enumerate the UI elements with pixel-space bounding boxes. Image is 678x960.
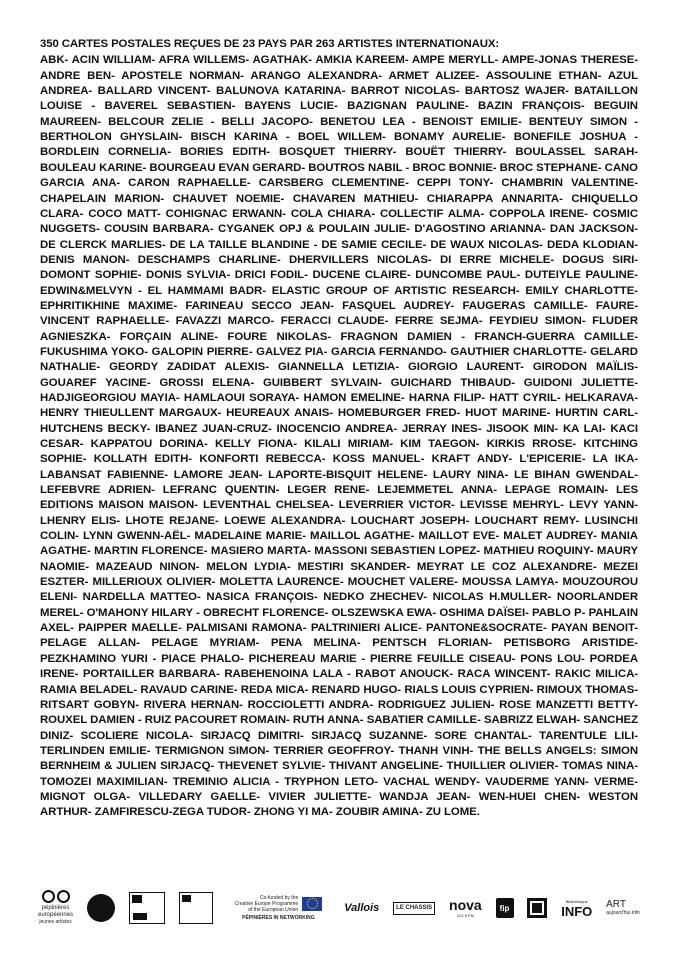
pepinieres-line3: jeunes artistes: [39, 919, 72, 925]
nova-text: nova: [449, 896, 482, 913]
eu-flag-icon: [302, 897, 322, 911]
artists-list: ABK- ACIN WILLIAM- AFRA WILLEMS- AGATHAK- AMKIA KAREEM- AMPE MERYLL- AMPE-JONAS THERESE- ANDRE BEN- APOSTELE NORMAN- ARANGO ALEXANDRA- ARMET ALIZEE- ASSOULINE ETHAN- AZUL ANDREA- BALLARD VINCENT- BALUNOVA KATARINA- BARROT NICOLAS- BARTOSZ WAJER- BATAILLON LOUISE - BAVEREL SEBASTIEN- BAYENS LUCIE- BAZIGNAN PAULINE- BAZIN FRANÇOIS- BEGUIN MAUREEN- BELCOUR ZELIE - BELLI JACOPO- BENETOU LEA - BENOIST EMILIE- BENTEUY SIMON - BERTHOLON GHYSLAIN- BISCH KARINA - BOEL WILLEM- BONAMY AURELIE- BONEFILE JOSHUA - BORDLEIN CORNELIA- BORIES EDITH- BOSQUET THIERRY- BOUËT THIERRY- BOULASSEL SARAH- BOULEAU KARINE- BOURGEAU EVAN GERARD- BOUTROS NABIL - BROC BONNIE- BROC STEPHANE- CANO GARCIA ANA- CARON RAPHAELLE- CARSBERG CLEMENTINE- CEPPI TONY- CHAMBRIN VALENTINE- CHAPELAIN MARION- CHAUVET NOEMIE- CHAVAREN MATHIEU- CHIARAPPA ANNARITA- CHIQUELLO CLARA- COCO MATT- COHIGNAC ERWANN- COLA CHIARA- COLLECTIF ALMA- COPPOLA IRENE- COSMIC NUGGETS- COUSIN BARBARA- CYGANEK OPJ & POULAIN JULIE- D'AGOSTINO ARIANNA- DAN JACKSON- DE CLERCK MARLIES- DE LA TAILLE BLANDINE - DE SAMIE CECILE- DE WAUX NICOLAS- DEDA KLODIAN- DENIS MANON- DESCHAMPS CHARLINE- DHERVILLERS NICOLAS- DI ERRE MICHELE- DOGUS SIRI- DOMONT SOPHIE- DONIS SYLVIA- DRICI FODIL- DUCENE CLAIRE- DUNCOMBE PAUL- DUTEIYLE PAULINE- EDWIN&MELVYN - EL HAMMAMI BADR- ELASTIC GROUP OF ARTISTIC RESEARCH- EMILY CHARLOTTE- EPHRITIKHINE MAXIME- FARINEAU SECCO JEAN- FASQUEL AUDREY- FAUGERAS CAMILLE- FAURE-VINCENT RAPHAELLE- FAVAZZI MARCO- FERACCI CLAUDE- FERRE SEJMA- FEYDIEU SIMON- FLUDER AGNIESZKA- FORÇAIN ALINE- FOURE NIKOLAS- FRAGNON DAMIEN - FRANCH-GUERRA CAMILLE- FUKUSHIMA YOKO- GALOPIN PIERRE- GALVEZ PIA- GARCIA FERNANDO- GAUTHIER CHARLOTTE- GELARD NATHALIE- GEORDY ZADIDAT ALEXIS- GIANNELLA LETIZIA- GIORGIO LAURENT- GIRODON MAÏLIS- GOUAREF YACINE- GROSSI ELENA- GUIBBERT SYLVAIN- GUICHARD THIBAUD- GUIDONI JULIETTE- HADJIGEORGIOU MAYIA- HAMLAOUI SORAYA- HAMON EMELINE- HARNA FILIP- HATT CYRIL- HELKARAVA- HENRY THIEULLENT MARGAUX- HEUREAUX ANAIS- HOMEBURGER FRED- HUOT MARINE- HURTIN CARL- HUTCHENS BECKY- IBANEZ JUAN-CRUZ- INOCENCIO ANDREA- JERRAY INES- JISOOK MIN- KA LAI- KACI CESAR- KAPPATOU DORINA- KELLY FIONA- KILALI MIRIAM- KIM TAEGON- KIRKIS RROSE- KITCHING SOPHIE- KOLLATH EDITH- KONFORTI REBECCA- KOSS MANUEL- KRAFT ANDY- L'EPICERIE- LA IKA- LABANSAT FABIENNE- LAMORE JEAN- LAPORTE-BISQUIT HELENE- LAURY NINA- LE BIHAN GWENDAL- LEFEBVRE ADRIEN- LEFRANC QUENTIN- LEGER RENE- LEJEMMETEL ANNA- LEPAGE ROMAIN- LES EDITIONS MAISON MAISON- LEVENTHAL CHELSEA- LEVERRIER VICTOR- LEVISSE MEHRYL- LEVY YANN- LHENRY ELIS- LHOTE REJANE- LOEWE ALEXANDRA- LOUCHART JOSEPH- LOUCHART REMY- LUSINCHI COLIN- LYNN GWENN-AËL- MADELAINE MARIE- MAILLOL AGATHE- MAILLOT EVE- MALET AUDREY- MANIA AGATHE- MARTIN FLORENCE- MASIERO MARTA- MASSONI SEBASTIEN LOPEZ- MATHIEU ROQUINY- MAURY NAOMIE- MAZEAUD NINON- MELON LYDIA- MESTIRI SKANDER- MEYRAT LE COZ ALEXANDRE- MEZEI ESZTER- MILLERIOUX OLIVIER- MOLETTA LAURENCE- MOUCHET VALERE- MOUSSA LAMYA- MOUZOUROU ELENI- NARDELLA MATTEO- NASICA FRANÇOIS- NEDKO ZHECHEV- NICOLAS H.MULLER- NOORLANDER MEREL- O'MAHONY HILARY - OBRECHT FLORENCE- OLSZEWSKA EWA- OSHIMA DAÏSEI- PABLO P- PAHLAIN AXEL- PAIPPER MAELLE- PALMISANI RAMONA- PALTRINIERI ALICE- PANTONE&SOCRATE- PAYAN BENOIT- PELAGE ALLAN- PELAGE MYRIAM- PENA MELINA- PENTSCH FLORIAN- PETISBORG ARISTIDE- PEZKHAMINO YURI - PIACE PHALO- PICHEREAU MARIE - PIERRE FEUILLE CISEAU- PONS LOU- PORDEA IRENE- PORTAILLER BARBARA- RABEHENOINA LALA - RABOT ANOUCK- RACA WINCENT- RAKIC MILICA- RAMIA BELADEL- RAVAUD CARINE- REDA MICA- RENARD HUGO- RIALS LOUIS CYPRIEN- RIMOUX THOMAS- RITSART GOBYN- RIVERA HERNAN- ROCCIOLETTI ANDRA- RODRIGUEZ JULIEN- ROSE MANZETTI BETTY- ROUXEL DAMIEN - RUIZ PACOURET ROMAIN- RUTH ANNA- SABATIER CAMILLE- SABRIZZ ELWAH- SANCHEZ DINIZ- SCOLIERE NICOLA- SIRJACQ DIMITRI- SIRJACQ SUZANNE- SORE CHANTAL- TARENTULE LILI- TERLINDEN EMILIE- TERMIGNON SIMON- TERRIER GEOFFROY- THANH VINH- THE BELLS ANGELS: SIMON BERNHEIM & JULIEN SIRJACQ- THEVENET SYLVIE- THIVANT ANGELINE- THUILLIER OLIVIER- TOMAS NINA- TOMOZEI MAXIMILIAN- TREMINIO ALICIA - TRYPHON LETO- VACHAL WENDY- VAUDERME YANN- VERME-MIGNOT OLGA- VILLEDARY GAELLE- VIVIER JULIETTE- WANDJA JEAN- WEN-HUEI CHEN- WESTON ARTHUR- ZAMFIRESCU-ZEGA TUDOR- ZHONG YI MA- ZOUBIR AMINA- ZU LOME.: [40, 54, 638, 819]
poster-text: [40, 37, 638, 821]
nova-logo: [449, 898, 482, 919]
pepinieres-line1: pépinières: [41, 905, 70, 911]
vallois-text: Vallois: [344, 902, 380, 914]
info-text: INFO: [561, 903, 593, 919]
city-logo: [179, 892, 213, 924]
ministry-emblem: [129, 892, 165, 924]
chassis-text: LE CHASSIS: [393, 902, 435, 915]
pepinieres-line2: européennes: [38, 912, 74, 918]
info-top-text: Bibliothèque: [565, 898, 588, 904]
square-mark-logo: [527, 898, 547, 918]
fip-logo: [496, 898, 514, 918]
chassis-logo: [393, 902, 435, 915]
cofund-line1: Co-funded by the: [259, 894, 299, 901]
cofund-line2: Creative Europe Programme: [234, 900, 299, 907]
info-logo: [561, 898, 592, 919]
sponsor-logos: [38, 888, 640, 928]
art-aujourdhui-logo: [606, 899, 640, 917]
nova-frequency: 101.5 FM: [456, 912, 474, 918]
poster-heading: 350 CARTES POSTALES REÇUES DE 23 PAYS PAR 263 ARTISTES INTERNATIONAUX:: [40, 38, 500, 50]
creative-europe-logo: [226, 895, 330, 922]
cofund-line3: of the European Union: [248, 906, 299, 913]
ministry-logo: [129, 892, 165, 924]
art-line2: aujourd'hui.info: [606, 910, 640, 916]
pepinieres-logo: [38, 890, 73, 926]
fip-text: fip: [499, 903, 510, 913]
vallois-logo: [344, 901, 379, 915]
pepinieres-icon: [42, 890, 70, 903]
square-mark-icon: [527, 898, 547, 918]
city-emblem: [179, 892, 213, 924]
round-badge-logo: [87, 894, 115, 922]
art-line1: ART: [606, 899, 626, 910]
pepinieres-networking: PÉPINIÈRES IN NETWORKING: [242, 914, 315, 921]
